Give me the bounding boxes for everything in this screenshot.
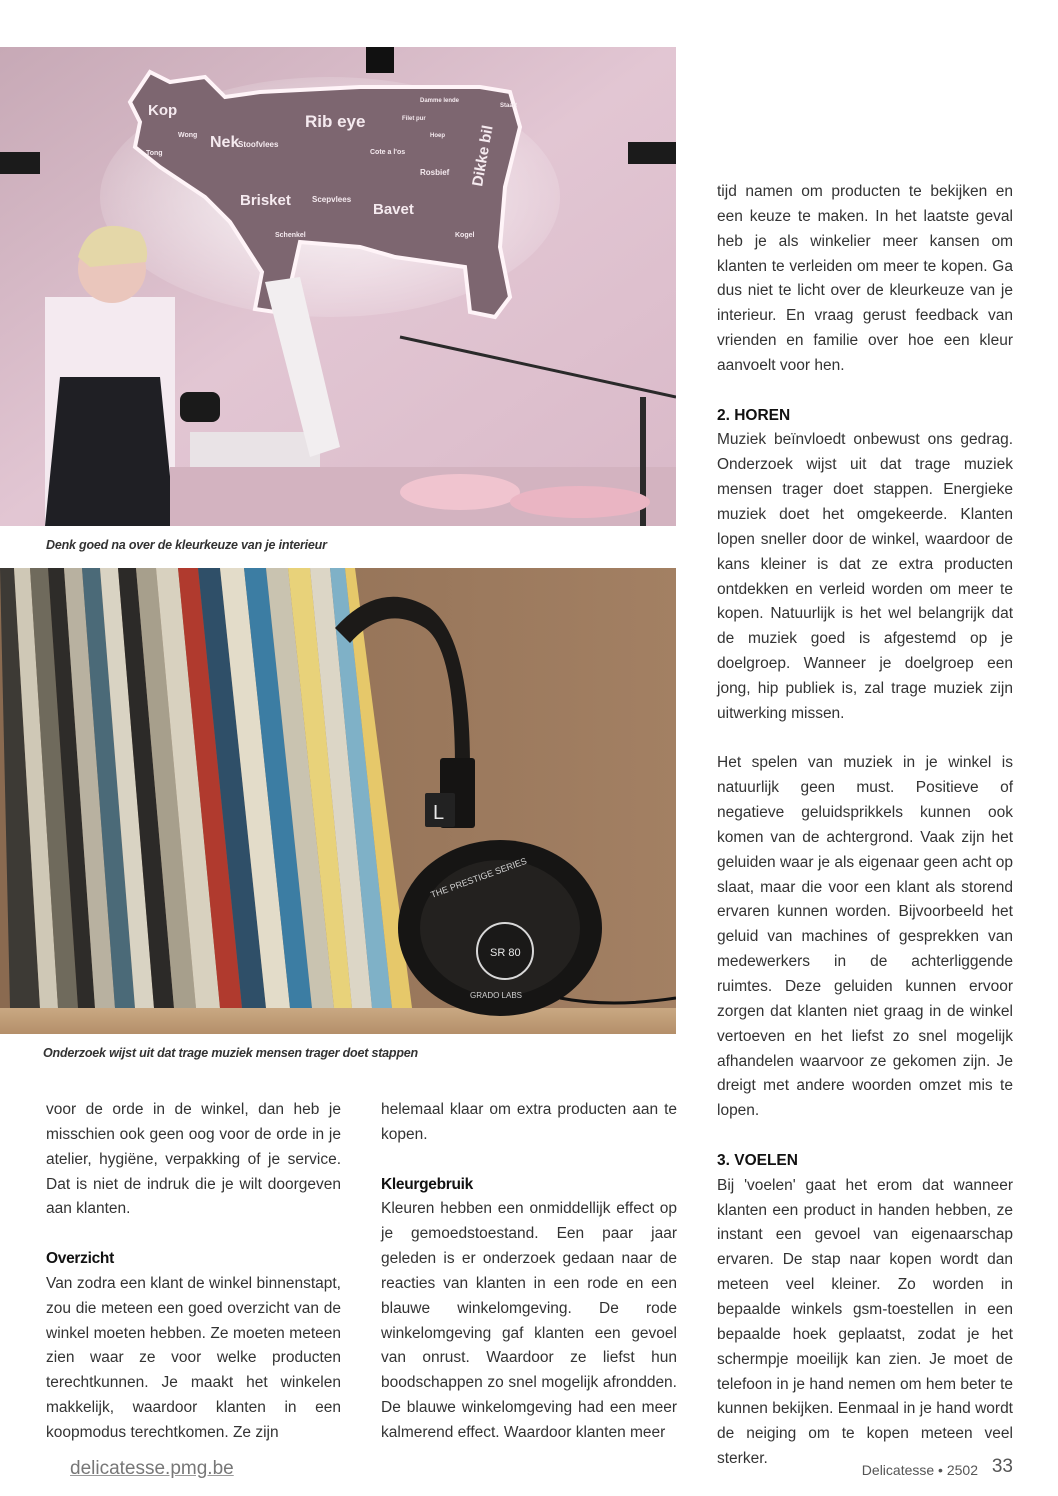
text-column-middle: [381, 1098, 677, 1446]
svg-text:Brisket: Brisket: [240, 192, 291, 209]
svg-text:Kop: Kop: [148, 102, 178, 119]
page-number: 33: [991, 1456, 1013, 1477]
section-heading: 3. VOELEN: [717, 1151, 798, 1169]
butcher-photo: [0, 47, 676, 526]
svg-text:Dikke bil: Dikke bil: [469, 123, 497, 188]
text-column-left: [46, 1098, 341, 1446]
svg-text:L: L: [433, 802, 445, 824]
svg-text:Stoofvlees: Stoofvlees: [238, 140, 279, 149]
svg-text:SR 80: SR 80: [490, 947, 521, 959]
paragraph: voor de orde in de winkel, dan heb je misschien ook geen oog voor de orde in je atelier, hygiëne, verpakking of je service. Dat is niet de indruk die je wilt doorgeven aan klanten.: [46, 1101, 341, 1218]
svg-text:Scepvlees: Scepvlees: [312, 195, 352, 204]
svg-text:Rib eye: Rib eye: [305, 112, 366, 131]
paragraph: Van zodra een klant de winkel binnenstapt, zou die meteen een goed overzicht van de winkel moeten hebben. Ze moeten meteen zien waar ze voor welke producten terechtkunnen. Je maakt het winkelen makkelijk, waardoor klanten in een koopmodus terechtkomen. Ze zijn: [46, 1274, 341, 1441]
paragraph: Muziek beïnvloedt onbewust ons gedrag. Onderzoek wijst uit dat trage muziek mensen trager doet stappen. Energieke muziek doet het omgekeerde. Klanten lopen sneller door de winkel, waardoor de kans kleiner is dat ze extra producten ontdekken en verleid worden om meer te kopen. Natuurlijk is het wel belangrijk dat de muziek goed is afgestemd op je doelgroep. Wanneer je doelgroep een jong, hip publiek is, zal trage muziek zijn uitwerking missen.: [717, 431, 1013, 722]
paragraph: Het spelen van muziek in je winkel is natuurlijk geen must. Positieve of negatieve geluidsprikkels kunnen ook komen van de achtergrond. Vaak zijn het geluiden waar je als eigenaar geen acht op slaat, maar die voor een klant als storend ervaren kunnen worden. Bijvoorbeeld het geluid van machines of gesprekken van medewerkers in de achterliggende ruimtes. Deze geluiden kunnen ervoor zorgen dat klanten niet graag in de winkel vertoeven en het liefst zo snel mogelijk afhandelen waarvoor ze gekomen zijn. Je dreigt met andere woorden omzet mis te lopen.: [717, 754, 1013, 1120]
svg-text:Wong: Wong: [178, 132, 198, 139]
svg-text:Rosbief: Rosbief: [420, 168, 450, 177]
svg-text:Bavet: Bavet: [373, 201, 414, 218]
svg-text:Cote a l'os: Cote a l'os: [370, 149, 406, 156]
section-heading: 2. HOREN: [717, 406, 791, 424]
svg-text:Schenkel: Schenkel: [275, 232, 306, 239]
svg-text:Hoep: Hoep: [430, 133, 445, 139]
paragraph: Bij 'voelen' gaat het erom dat wanneer klanten een product in handen hebben, ze instant een gevoel van eigenaarschap ervaren. De stap naar kopen wordt dan meteen veel kleiner. Zo worden in bepaalde winkels gsm-toestellen in een bepaalde hoek geplaatst, zodat je het schermpje moeilijk kan zien. Je moet de telefoon in je hand nemen om hem beter te kunnen bekijken. Eenmaal in je hand wordt de neiging om te kopen meteen veel sterker.: [717, 1176, 1013, 1468]
records-photo: [0, 568, 676, 1034]
subheading: Kleurgebruik: [381, 1175, 474, 1193]
website-link[interactable]: delicatesse.pmg.be: [70, 1458, 234, 1479]
paragraph: tijd namen om producten te bekijken en een keuze te maken. In het laatste geval heb je als winkelier meer kansen om klanten te verleiden om meer te kopen. Ga dus niet te licht over de kleurkeuze van je interieur. En vraag gerust feedback van vrienden en familie over hoe een kleur aanvoelt voor hen.: [717, 183, 1013, 374]
svg-text:Kogel: Kogel: [455, 232, 475, 239]
paragraph: helemaal klaar om extra producten aan te kopen.: [381, 1101, 677, 1143]
svg-text:Damme lende: Damme lende: [420, 98, 460, 104]
svg-text:THE PRESTIGE SERIES: THE PRESTIGE SERIES: [429, 855, 529, 900]
text-column-right: [717, 180, 1013, 1472]
subheading: Overzicht: [46, 1250, 114, 1268]
magazine-issue: Delicatesse • 2502: [861, 1462, 978, 1478]
paragraph: Kleuren hebben een onmiddellijk effect op je gemoedstoestand. Een paar jaar geleden is er onderzoek gedaan naar de reacties van klanten in een rode en een blauwe winkelomgeving. De rode winkelomgeving gaf klanten een gevoel van onrust. Waardoor ze liefst hun boodschappen zo snel mogelijk afrondden. De blauwe winkelomgeving had een meer kalmerend effect. Waardoor klanten meer: [381, 1200, 677, 1441]
svg-text:Staart: Staart: [500, 103, 518, 109]
svg-text:Nek: Nek: [210, 134, 240, 151]
svg-text:Tong: Tong: [146, 150, 163, 157]
photo-caption: Denk goed na over de kleurkeuze van je interieur: [46, 538, 327, 552]
svg-text:GRADO LABS: GRADO LABS: [470, 991, 523, 1000]
photo-caption: Onderzoek wijst uit dat trage muziek mensen trager doet stappen: [43, 1046, 418, 1060]
svg-text:Filet pur: Filet pur: [402, 116, 426, 122]
